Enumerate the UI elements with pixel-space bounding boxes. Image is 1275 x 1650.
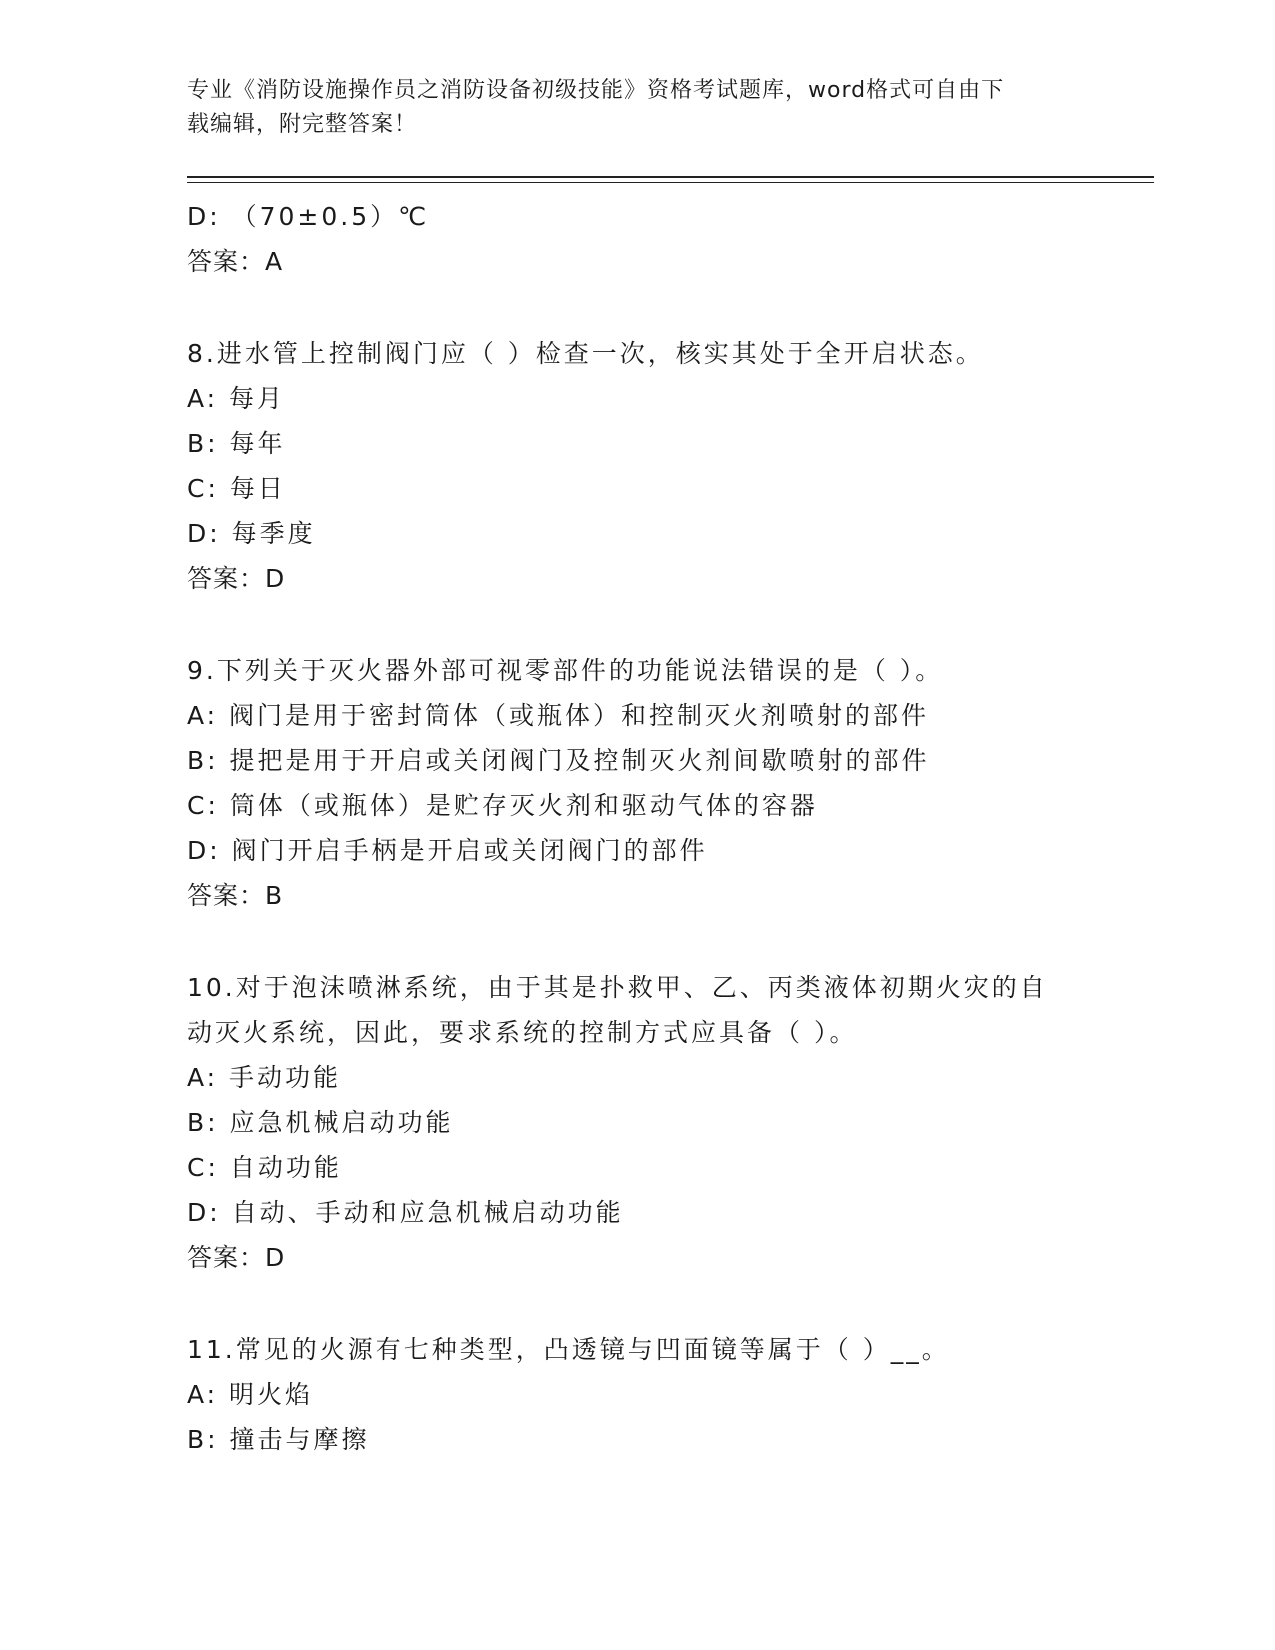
option-a: A: 明火焰 — [187, 1380, 314, 1409]
spacer — [187, 284, 1147, 331]
question-8 — [187, 331, 1147, 601]
option-c: C: 筒体（或瓶体）是贮存灭火剂和驱动气体的容器 — [187, 791, 818, 820]
header-rule-thick — [187, 176, 1154, 178]
question-list — [187, 194, 1147, 1462]
question-7-tail — [187, 194, 1147, 284]
answer: 答案：D — [187, 564, 286, 593]
question-9 — [187, 648, 1147, 918]
header-rule-thin — [187, 182, 1154, 183]
question-stem-line-1: 10.对于泡沫喷淋系统，由于其是扑救甲、乙、丙类液体初期火灾的自 — [187, 973, 1048, 1002]
spacer — [187, 918, 1147, 965]
answer: 答案：B — [187, 881, 284, 910]
header-line-1: 专业《消防设施操作员之消防设备初级技能》资格考试题库，word格式可自由下 — [187, 78, 1005, 103]
answer: 答案：A — [187, 247, 284, 276]
question-stem: 8.进水管上控制阀门应（ ）检查一次，核实其处于全开启状态。 — [187, 339, 984, 368]
option-d: D: （70±0.5）℃ — [187, 202, 430, 231]
option-b: B: 应急机械启动功能 — [187, 1108, 454, 1137]
question-stem: 11.常见的火源有七种类型，凸透镜与凹面镜等属于（ ）__。 — [187, 1335, 950, 1364]
option-d: D: 阀门开启手柄是开启或关闭阀门的部件 — [187, 836, 708, 865]
option-b: B: 提把是用于开启或关闭阀门及控制灭火剂间歇喷射的部件 — [187, 746, 930, 775]
header-line-2: 载编辑，附完整答案！ — [187, 112, 418, 137]
option-d: D: 每季度 — [187, 519, 316, 548]
option-a: A: 每月 — [187, 384, 286, 413]
spacer — [187, 601, 1147, 648]
option-d: D: 自动、手动和应急机械启动功能 — [187, 1198, 624, 1227]
option-a: A: 手动功能 — [187, 1063, 342, 1092]
option-a: A: 阀门是用于密封筒体（或瓶体）和控制灭火剂喷射的部件 — [187, 701, 930, 730]
question-10 — [187, 965, 1147, 1280]
option-c: C: 每日 — [187, 474, 286, 503]
question-stem: 9.下列关于灭火器外部可视零部件的功能说法错误的是（ ）。 — [187, 656, 944, 685]
question-stem-line-2: 动灭火系统，因此，要求系统的控制方式应具备（ ）。 — [187, 1018, 858, 1047]
document-header — [187, 74, 1087, 142]
question-11 — [187, 1327, 1147, 1462]
spacer — [187, 1280, 1147, 1327]
option-c: C: 自动功能 — [187, 1153, 342, 1182]
option-b: B: 撞击与摩擦 — [187, 1425, 370, 1454]
option-b: B: 每年 — [187, 429, 286, 458]
answer: 答案：D — [187, 1243, 286, 1272]
